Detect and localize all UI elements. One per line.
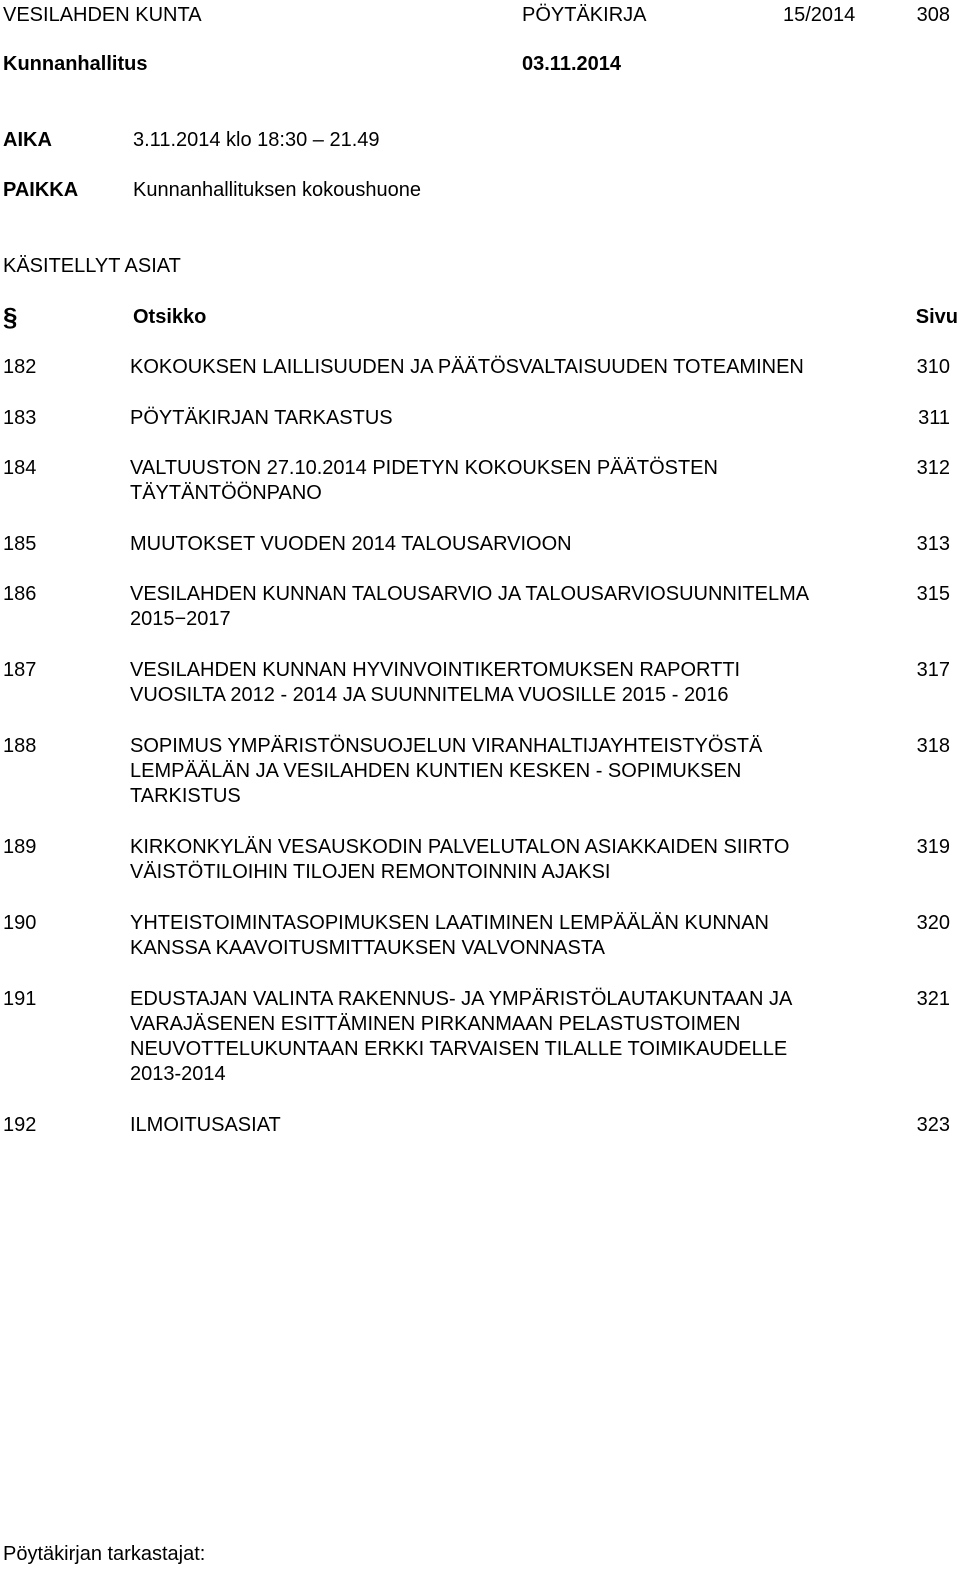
item-title-line: TÄYTÄNTÖÖNPANO [130, 482, 322, 504]
title-column-header: Otsikko [133, 306, 207, 328]
item-page: 323 [916, 1114, 950, 1136]
item-title-line: EDUSTAJAN VALINTA RAKENNUS- JA YMPÄRISTÖLAUTAKUNTAAN JA [130, 988, 793, 1010]
item-title [130, 532, 900, 557]
reviewers-label: Pöytäkirjan tarkastajat: [3, 1543, 206, 1565]
municipality-name: VESILAHDEN KUNTA [3, 4, 202, 26]
item-number: 183 [3, 407, 37, 429]
item-page: 311 [918, 407, 950, 429]
item-title-line: LEMPÄÄLÄN JA VESILAHDEN KUNTIEN KESKEN - SOPIMUKSEN [130, 760, 742, 782]
item-title-line: PÖYTÄKIRJAN TARKASTUS [130, 407, 393, 429]
item-number: 191 [3, 988, 37, 1010]
item-number: 192 [3, 1114, 37, 1136]
item-title-line: VUOSILTA 2012 - 2014 JA SUUNNITELMA VUOSILLE 2015 - 2016 [130, 684, 729, 706]
item-number: 185 [3, 533, 37, 555]
item-title-line: 2015−2017 [130, 608, 231, 630]
item-title [130, 406, 900, 431]
place-label: PAIKKA [3, 179, 79, 201]
governing-body: Kunnanhallitus [3, 53, 148, 75]
time-label: AIKA [3, 129, 52, 151]
item-title [130, 835, 900, 885]
item-title-line: YHTEISTOIMINTASOPIMUKSEN LAATIMINEN LEMPÄÄLÄN KUNNAN [130, 912, 770, 934]
item-page: 319 [916, 836, 950, 858]
item-number: 189 [3, 836, 37, 858]
item-title-line: KANSSA KAAVOITUSMITTAUKSEN VALVONNASTA [130, 937, 605, 959]
item-title [130, 734, 900, 809]
section-sign-header: § [3, 302, 18, 332]
agenda-heading: KÄSITELLYT ASIAT [3, 255, 181, 277]
page-number: 308 [916, 4, 950, 26]
item-title-line: KOKOUKSEN LAILLISUUDEN JA PÄÄTÖSVALTAISUUDEN TOTEAMINEN [130, 356, 804, 378]
item-title [130, 1113, 900, 1138]
item-title-line: VESILAHDEN KUNNAN TALOUSARVIO JA TALOUSARVIOSUUNNITELMA [130, 583, 810, 605]
time-value: 3.11.2014 klo 18:30 – 21.49 [133, 129, 380, 151]
item-number: 187 [3, 659, 37, 681]
item-title-line: TARKISTUS [130, 785, 241, 807]
item-title-line: VÄISTÖTILOIHIN TILOJEN REMONTOINNIN AJAKSI [130, 861, 611, 883]
item-title [130, 658, 900, 708]
item-number: 182 [3, 356, 37, 378]
item-page: 312 [916, 457, 950, 479]
item-page: 315 [916, 583, 950, 605]
item-page: 310 [916, 356, 950, 378]
page-column-header: Sivu [915, 306, 958, 328]
document-type: PÖYTÄKIRJA [522, 4, 647, 26]
item-title-line: VALTUUSTON 27.10.2014 PIDETYN KOKOUKSEN PÄÄTÖSTEN [130, 457, 718, 479]
item-title-line: MUUTOKSET VUODEN 2014 TALOUSARVIOON [130, 533, 572, 555]
meeting-date: 03.11.2014 [522, 53, 621, 75]
item-title-line: VARAJÄSENEN ESITTÄMINEN PIRKANMAAN PELASTUSTOIMEN [130, 1013, 741, 1035]
item-number: 190 [3, 912, 37, 934]
item-page: 318 [916, 735, 950, 757]
item-title [130, 911, 900, 961]
item-page: 320 [916, 912, 950, 934]
item-title-line: VESILAHDEN KUNNAN HYVINVOINTIKERTOMUKSEN RAPORTTI [130, 659, 741, 681]
item-number: 188 [3, 735, 37, 757]
item-title-line: KIRKONKYLÄN VESAUSKODIN PALVELUTALON ASIAKKAIDEN SIIRTO [130, 836, 790, 858]
issue-number: 15/2014 [783, 4, 856, 26]
item-title-line: NEUVOTTELUKUNTAAN ERKKI TARVAISEN TILALLE TOIMIKAUDELLE [130, 1038, 788, 1060]
item-number: 184 [3, 457, 37, 479]
item-title-line: SOPIMUS YMPÄRISTÖNSUOJELUN VIRANHALTIJAYHTEISTYÖSTÄ [130, 735, 763, 757]
item-title [130, 582, 900, 632]
item-page: 321 [916, 988, 950, 1010]
item-number: 186 [3, 583, 37, 605]
item-title [130, 355, 900, 380]
place-value: Kunnanhallituksen kokoushuone [133, 179, 421, 201]
item-title [130, 456, 900, 506]
item-title-line: ILMOITUSASIAT [130, 1114, 281, 1136]
item-page: 313 [916, 533, 950, 555]
item-title-line: 2013-2014 [130, 1063, 226, 1085]
item-title [130, 987, 900, 1087]
item-page: 317 [916, 659, 950, 681]
